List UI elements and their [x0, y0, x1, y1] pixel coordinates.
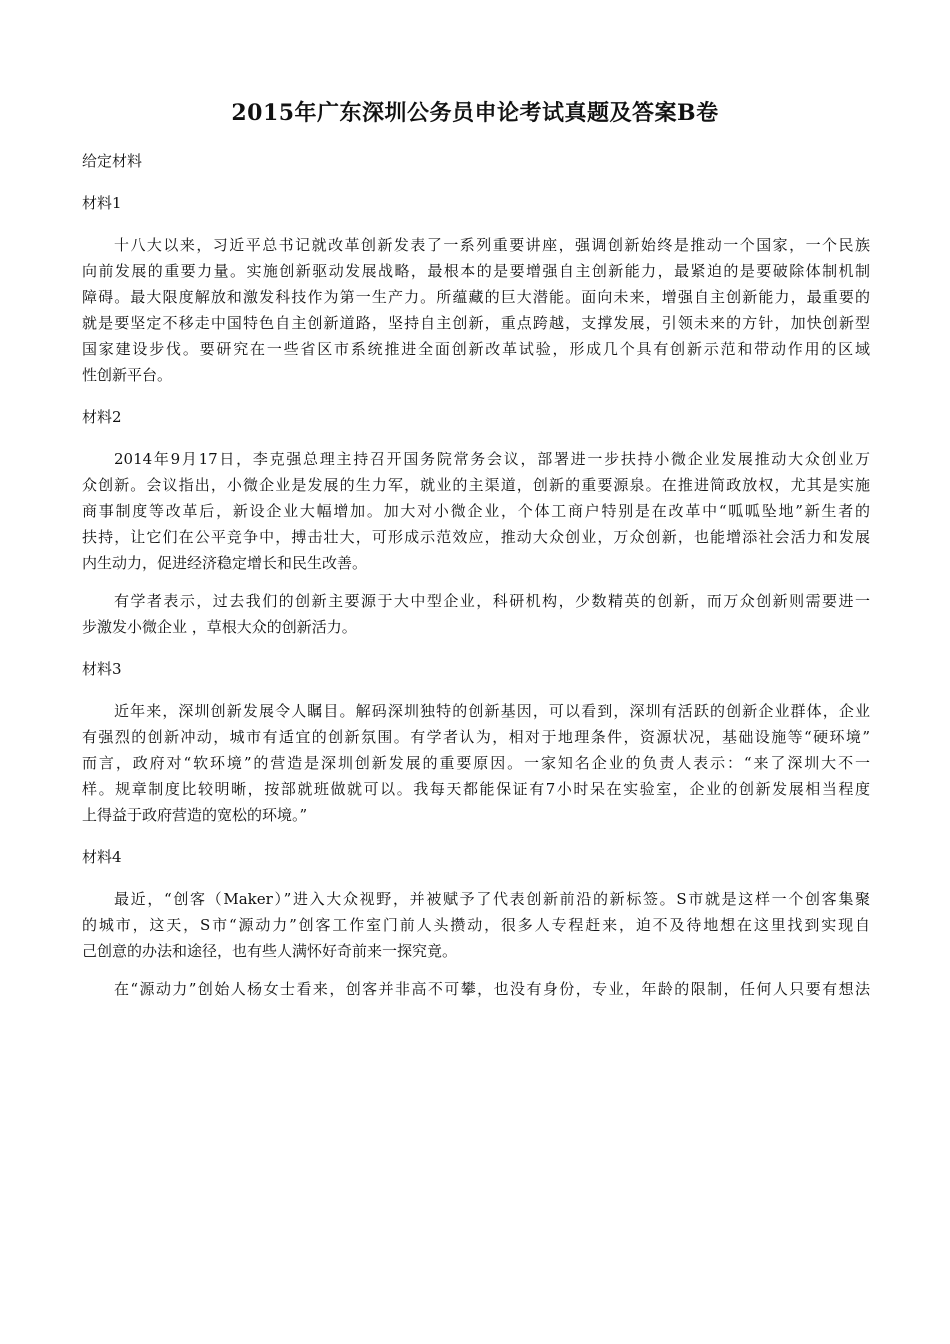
- text-line: 商事制度等改革后，新设企业大幅增加。加大对小微企业，个体工商户特别是在改革中“呱呱坠地”新生者的: [82, 502, 870, 520]
- material-3-heading: 材料3: [82, 660, 122, 678]
- material-3-paragraph-1: [82, 698, 870, 828]
- text-line: 众创新。会议指出，小微企业是发展的生力军，就业的主渠道，创新的重要源泉。在推进简政放权，尤其是实施: [82, 476, 870, 494]
- text-line: 2014年9月17日，李克强总理主持召开国务院常务会议，部署进一步扶持小微企业发展推动大众创业万: [114, 450, 870, 468]
- text-line: 上得益于政府营造的宽松的环境。”: [82, 806, 308, 824]
- text-line: 而言，政府对“软环境”的营造是深圳创新发展的重要原因。一家知名企业的负责人表示：“来了深圳大不一: [82, 754, 870, 772]
- text-line: 近年来，深圳创新发展令人瞩目。解码深圳独特的创新基因，可以看到，深圳有活跃的创新企业群体，企业: [114, 702, 870, 720]
- text-line: 样。规章制度比较明晰，按部就班做就可以。我每天都能保证有7小时呆在实验室，企业的创新发展相当程度: [82, 780, 870, 798]
- given-materials-heading: 给定材料: [82, 152, 143, 170]
- text-line: 内生动力，促进经济稳定增长和民生改善。: [82, 554, 368, 572]
- text-line: 有学者表示，过去我们的创新主要源于大中型企业，科研机构，少数精英的创新，而万众创新则需要进一: [114, 592, 870, 610]
- text-line: 向前发展的重要力量。实施创新驱动发展战略，最根本的是要增强自主创新能力，最紧迫的是要破除体制机制: [82, 262, 870, 280]
- text-line: 十八大以来，习近平总书记就改革创新发表了一系列重要讲座，强调创新始终是推动一个国家，一个民族: [114, 236, 870, 254]
- text-line: 在“源动力”创始人杨女士看来，创客并非高不可攀，也没有身份，专业，年龄的限制，任何人只要有想法: [114, 980, 870, 998]
- text-line: 国家建设步伐。要研究在一些省区市系统推进全面创新改革试验，形成几个具有创新示范和带动作用的区域: [82, 340, 870, 358]
- material-2-paragraph-1: [82, 446, 870, 576]
- material-4-paragraph-2: [82, 976, 870, 1002]
- material-4-paragraph-1: [82, 886, 870, 964]
- material-2-heading: 材料2: [82, 408, 122, 426]
- material-4-heading: 材料4: [82, 848, 122, 866]
- text-line: 己创意的办法和途径，也有些人满怀好奇前来一探究竟。: [82, 942, 458, 960]
- material-1-heading: 材料1: [82, 194, 122, 212]
- text-line: 扶持，让它们在公平竞争中，搏击壮大，可形成示范效应，推动大众创业，万众创新，也能增添社会活力和发展: [82, 528, 870, 546]
- material-1-paragraph-1: [82, 232, 870, 388]
- text-line: 障碍。最大限度解放和激发科技作为第一生产力。所蕴藏的巨大潜能。面向未来，增强自主创新能力，最重要的: [82, 288, 870, 306]
- text-line: 的城市，这天，S市“源动力”创客工作室门前人头攒动，很多人专程赶来，迫不及待地想在这里找到实现自: [82, 916, 870, 934]
- material-2-paragraph-2: [82, 588, 870, 640]
- text-line: 性创新平台。: [82, 366, 173, 384]
- text-line: 有强烈的创新冲动，城市有适宜的创新氛围。有学者认为，相对于地理条件，资源状况，基础设施等“硬环境”: [82, 728, 870, 746]
- document-title: 2015年广东深圳公务员申论考试真题及答案B卷: [231, 100, 719, 126]
- text-line: 步激发小微企业 ，草根大众的创新活力。: [82, 618, 357, 636]
- document-body: [82, 148, 870, 1002]
- text-line: 就是要坚定不移走中国特色自主创新道路，坚持自主创新，重点跨越，支撑发展，引领未来的方针，加快创新型: [82, 314, 870, 332]
- text-line: 最近，“创客（Maker）”进入大众视野，并被赋予了代表创新前沿的新标签。S市就是这样一个创客集聚: [114, 890, 870, 908]
